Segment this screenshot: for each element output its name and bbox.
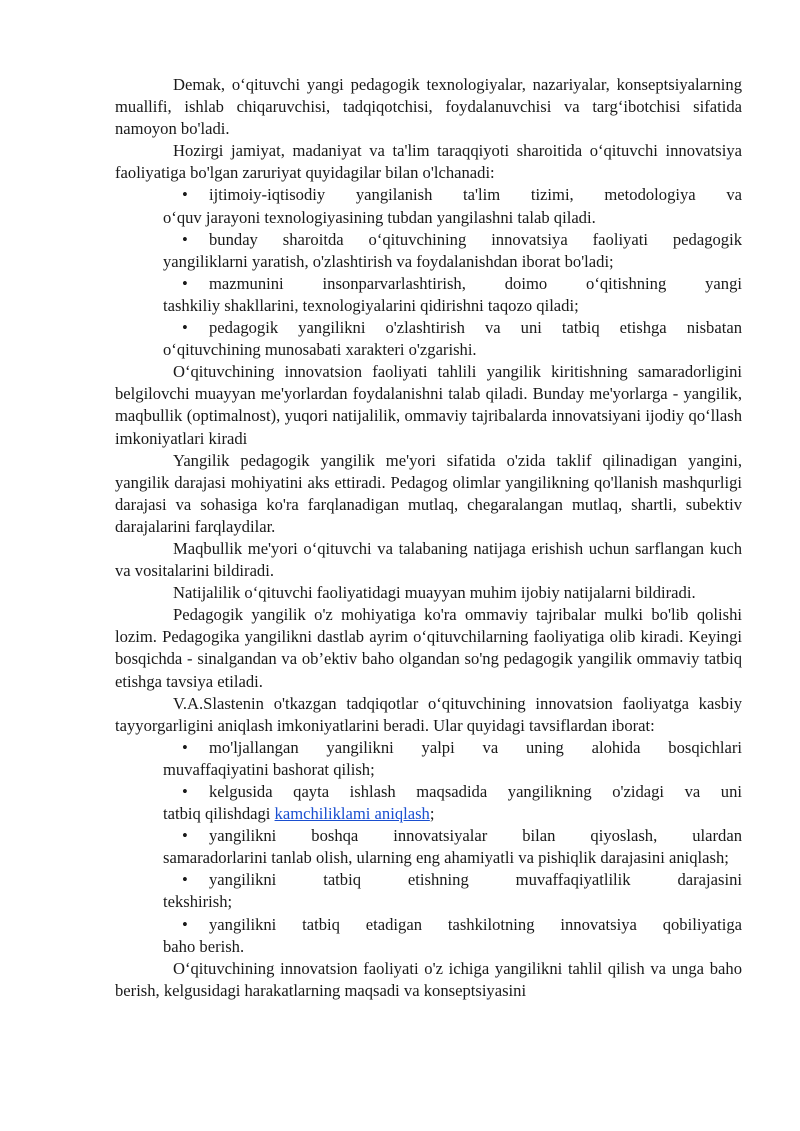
paragraph-4: Yangilik pedagogik yangilik me'yori sifatida o'zida taklif qilinadigan yangini, yangilik darajasi mohiyatini aks ettiradi. Pedagog olimlar yangilikning qo'llanish mashqurligi darajasi va sohasiga ko'ra farqlanadigan mutlaq, chegaralangan mutlaq, shartli, subektiv darajalarini farqlaydilar. <box>115 450 742 536</box>
bullet-icon: • <box>182 870 188 890</box>
bullet-icon: • <box>182 782 188 801</box>
bullet-icon: • <box>182 826 188 846</box>
paragraph-2: Hozirgi jamiyat, madaniyat va ta'lim taraqqiyoti sharoitida oʻqituvchi innovatsiya faoliyatiga bo'lgan zaruriyat quyidagilar bilan o'lchanadi: <box>115 141 742 183</box>
paragraph-7: Pedagogik yangilik o'z mohiyatiga ko'ra ommaviy tajribalar mulki bo'lib qolishi lozim. Pedagogika yangilikni dastlab ayrim oʻqituvchilarning faoliyatiga olib kiradi. Keyingi bosqichda - sinalgandan va ob’ektiv baho olgandan so'ng pedagogik yangilik ommaviy tatbiq etishga tavsiya etiladi. <box>115 605 742 691</box>
bullet-icon: • <box>182 185 188 205</box>
bullet-icon: • <box>182 318 188 338</box>
list-item <box>115 317 742 361</box>
list-item-text-cont: baho berish. <box>163 936 245 956</box>
list-item-text-cont: tekshirish; <box>163 892 233 912</box>
bullet-icon: • <box>182 273 188 293</box>
list-item-text-cont: tashkiliy shakllarini, texnologiyalarini qidirishni taqozo qiladi; <box>163 295 579 315</box>
list-1 <box>115 184 742 361</box>
paragraph-6: Natijalilik oʻqituvchi faoliyatidagi muayyan muhim ijobiy natijalarni bildiradi. <box>173 583 696 603</box>
list-item-text-cont: muvaffaqiyatini bashorat qilish; <box>163 759 375 779</box>
list-item <box>115 273 742 317</box>
list-item-text: ijtimoiy-iqtisodiy yangilanish ta'lim tizimi, metodologiya va <box>209 185 742 205</box>
list-item-text: mazmunini insonparvarlashtirish, doimo oʻqitishning yangi <box>209 273 742 293</box>
list-item-text-before-link: tatbiq qilishdagi <box>163 804 275 824</box>
list-item <box>115 869 742 913</box>
list-item-text-cont <box>163 803 742 825</box>
paragraph-5: Maqbullik me'yori oʻqituvchi va talabaning natijaga erishish uchun sarflangan kuch va vositalarini bildiradi. <box>115 538 742 581</box>
list-item-text: yangilikni tatbiq etishning muvaffaqiyatlilik darajasini <box>209 870 742 890</box>
list-item <box>115 781 742 825</box>
list-item <box>115 737 742 781</box>
paragraph-8: V.A.Slastenin o'tkazgan tadqiqotlar oʻqituvchining innovatsion faoliyatga kasbiy tayyorgarligini aniqlash imkoniyatlarini beradi. Ular quyidagi tavsiflardan iborat: <box>115 693 742 735</box>
list-item <box>115 914 742 958</box>
paragraph-1: Demak, oʻqituvchi yangi pedagogik texnologiyalar, nazariyalar, konseptsiyalarning muallifi, ishlab chiqaruvchisi, tadqiqotchisi, foydalanuvchisi va targʻibotchisi sifatida namoyon bo'ladi. <box>115 75 742 139</box>
list-item <box>115 184 742 228</box>
list-item-text: pedagogik yangilikni o'zlashtirish va uni tatbiq etishga nisbatan <box>209 318 742 338</box>
bullet-icon: • <box>182 914 188 934</box>
paragraph-9: Oʻqituvchining innovatsion faoliyati o'z ichiga yangilikni tahlil qilish va unga baho berish, kelgusidagi harakatlarning maqsadi va konseptsiyasini <box>115 958 742 1000</box>
paragraph-3: Oʻqituvchining innovatsion faoliyati tahlili yangilik kiritishning samaradorligini belgilovchi muayyan me'yorlardan foydalanishni talab qiladi. Bunday me'yorlarga - yangilik, maqbullik (optimalnost), yuqori natijalilik, ommaviy tajribalarda innovatsiyani ijodiy qoʻllash imkoniyatlari kiradi <box>115 362 742 448</box>
list-item-text-cont: yangiliklarni yaratish, o'zlashtirish va foydalanishdan iborat bo'ladi; <box>163 251 614 271</box>
list-item <box>115 825 742 869</box>
list-item-text-cont: samaradorlarini tanlab olish, ularning eng ahamiyatli va pishiqlik darajasini aniqlash; <box>163 848 729 868</box>
bullet-icon: • <box>182 737 188 757</box>
list-item-text: yangilikni tatbiq etadigan tashkilotning innovatsiya qobiliyatiga <box>209 914 742 934</box>
list-item-text-cont: oʻqituvchining munosabati xarakteri o'zgarishi. <box>163 340 477 360</box>
bullet-icon: • <box>182 229 188 249</box>
list-item-text-after-link: ; <box>429 804 435 824</box>
list-item-text: yangilikni boshqa innovatsiyalar bilan qiyoslash, ulardan <box>209 826 742 846</box>
list-item <box>115 229 742 273</box>
list-2 <box>115 737 742 958</box>
list-item-text-cont: oʻquv jarayoni texnologiyasining tubdan yangilashni talab qiladi. <box>163 207 596 227</box>
list-item-text: bunday sharoitda oʻqituvchining innovatsiya faoliyati pedagogik <box>209 229 742 249</box>
list-item-text: kelgusida qayta ishlash maqsadida yangilikning o'zidagi va uni <box>209 782 742 801</box>
list-item-text: mo'ljallangan yangilikni yalpi va uning alohida bosqichlari <box>209 737 742 757</box>
kamchiliklami-aniqlash-link[interactable]: kamchiliklami aniqlash <box>274 804 430 824</box>
document-page <box>115 74 742 1002</box>
